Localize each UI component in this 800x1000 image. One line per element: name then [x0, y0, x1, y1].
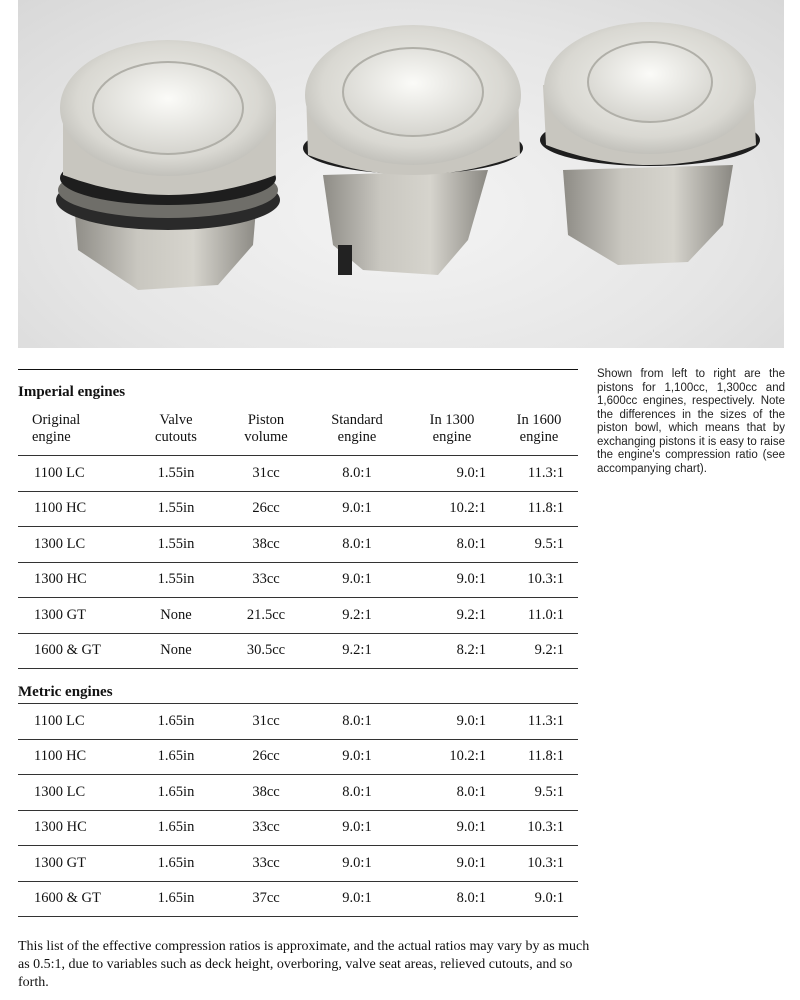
- table-cell: 33cc: [252, 819, 280, 836]
- table-cell: 1.65in: [157, 712, 195, 729]
- table-row: [18, 704, 578, 740]
- table-row: [18, 775, 578, 811]
- table-row: [18, 598, 578, 634]
- table-cell: 9.2:1: [534, 642, 564, 659]
- table-cell: 11.0:1: [527, 606, 564, 623]
- table-cell: 9.0:1: [342, 571, 372, 588]
- table-cell: 9.2:1: [342, 606, 372, 623]
- table-cell: 9.0:1: [456, 854, 486, 871]
- header-piston: Piston volume: [244, 411, 288, 445]
- table-cell: 1.55in: [157, 535, 195, 552]
- table-cell: 37cc: [252, 890, 280, 907]
- table-row: [18, 634, 578, 670]
- table-cell: 1.65in: [157, 748, 195, 765]
- table-cell: 11.3:1: [527, 712, 564, 729]
- piston-1600cc: [540, 22, 760, 265]
- table-cell: 26cc: [252, 748, 280, 765]
- table-cell: 1300 HC: [34, 819, 87, 836]
- table-cell: None: [160, 642, 192, 659]
- pistons-photo: [18, 0, 784, 348]
- table-cell: 33cc: [252, 854, 280, 871]
- table-row: [18, 811, 578, 847]
- photo-caption: Shown from left to right are the pistons for 1,100cc, 1,300cc and 1,600cc engines, respectively. Note the differences in the sizes of the piston bowl, which means that by exchanging pistons it is easy to raise the engine's compression ratio (see accompanying chart).: [597, 368, 785, 475]
- table-cell: 9.0:1: [342, 748, 372, 765]
- table-row: [18, 492, 578, 528]
- table-cell: 8.2:1: [456, 642, 486, 659]
- table-cell: 9.5:1: [534, 783, 564, 800]
- table-cell: 1.55in: [157, 571, 195, 588]
- header-in1300: In 1300 engine: [429, 411, 475, 445]
- metric-title: Metric engines: [18, 684, 113, 700]
- table-cell: 1100 HC: [34, 748, 87, 765]
- table-cell: 10.3:1: [527, 854, 564, 871]
- table-cell: 1300 HC: [34, 571, 87, 588]
- table-cell: 38cc: [252, 783, 280, 800]
- table-cell: 8.0:1: [456, 783, 486, 800]
- table-cell: 10.2:1: [449, 748, 486, 765]
- table-cell: 8.0:1: [342, 712, 372, 729]
- table-cell: 21.5cc: [246, 606, 286, 623]
- table-cell: 30.5cc: [246, 642, 286, 659]
- table-cell: 1600 & GT: [34, 642, 101, 659]
- table-cell: 11.8:1: [527, 748, 564, 765]
- table-cell: 1300 GT: [34, 854, 86, 871]
- footnote: This list of the effective compression ratios is approximate, and the actual ratios may vary by as much as 0.5:1, due to variables such as deck height, overboring, valve seat areas, relieved cutouts, and so forth.: [18, 939, 590, 990]
- table-cell: 1300 LC: [34, 783, 86, 800]
- table-cell: 1.55in: [157, 500, 195, 517]
- table-cell: 9.0:1: [456, 712, 486, 729]
- table-cell: 38cc: [252, 535, 280, 552]
- table-cell: 9.0:1: [342, 854, 372, 871]
- table-cell: 8.0:1: [342, 783, 372, 800]
- table-cell: 9.2:1: [342, 642, 372, 659]
- table-cell: 1.55in: [157, 464, 195, 481]
- table-cell: 11.3:1: [527, 464, 564, 481]
- table-cell: 9.5:1: [534, 535, 564, 552]
- table-cell: 10.3:1: [527, 819, 564, 836]
- table-cell: None: [160, 606, 192, 623]
- table-cell: 10.3:1: [527, 571, 564, 588]
- table-row: [18, 882, 578, 918]
- table-cell: 1300 LC: [34, 535, 86, 552]
- piston-1300cc: [303, 25, 523, 275]
- table-row: [18, 527, 578, 563]
- table-cell: 8.0:1: [342, 535, 372, 552]
- table-cell: 1.65in: [157, 819, 195, 836]
- header-standard: Standard engine: [331, 411, 383, 445]
- table-top-rule: [18, 369, 578, 370]
- table-cell: 8.0:1: [456, 535, 486, 552]
- table-cell: 11.8:1: [527, 500, 564, 517]
- table-row: [18, 846, 578, 882]
- table-cell: 9.0:1: [342, 500, 372, 517]
- compression-table: [18, 372, 578, 917]
- table-header: [18, 402, 578, 456]
- table-cell: 1100 LC: [34, 712, 85, 729]
- table-row: [18, 456, 578, 492]
- table-cell: 31cc: [252, 712, 280, 729]
- table-cell: 1.65in: [157, 783, 195, 800]
- table-cell: 9.2:1: [456, 606, 486, 623]
- header-valve: Valve cutouts: [155, 411, 197, 445]
- table-row: [18, 563, 578, 599]
- table-cell: 1600 & GT: [34, 890, 101, 907]
- piston-1100cc: [56, 40, 280, 290]
- table-cell: 8.0:1: [456, 890, 486, 907]
- table-cell: 9.0:1: [456, 464, 486, 481]
- table-row: [18, 740, 578, 776]
- table-cell: 1100 LC: [34, 464, 85, 481]
- table-cell: 1.65in: [157, 890, 195, 907]
- metric-rows: [18, 703, 578, 917]
- table-cell: 9.0:1: [342, 819, 372, 836]
- table-cell: 9.0:1: [456, 819, 486, 836]
- imperial-title: Imperial engines: [18, 384, 126, 400]
- table-cell: 1100 HC: [34, 500, 87, 517]
- table-cell: 33cc: [252, 571, 280, 588]
- table-cell: 1300 GT: [34, 606, 86, 623]
- table-cell: 9.0:1: [342, 890, 372, 907]
- table-cell: 10.2:1: [449, 500, 486, 517]
- table-cell: 26cc: [252, 500, 280, 517]
- table-cell: 8.0:1: [342, 464, 372, 481]
- table-cell: 9.0:1: [534, 890, 564, 907]
- header-in1600: In 1600 engine: [516, 411, 562, 445]
- table-cell: 1.65in: [157, 854, 195, 871]
- table-cell: 31cc: [252, 464, 280, 481]
- imperial-rows: [18, 456, 578, 669]
- header-original: Original engine: [32, 411, 81, 445]
- pistons-illustration: [18, 0, 784, 348]
- table-cell: 9.0:1: [456, 571, 486, 588]
